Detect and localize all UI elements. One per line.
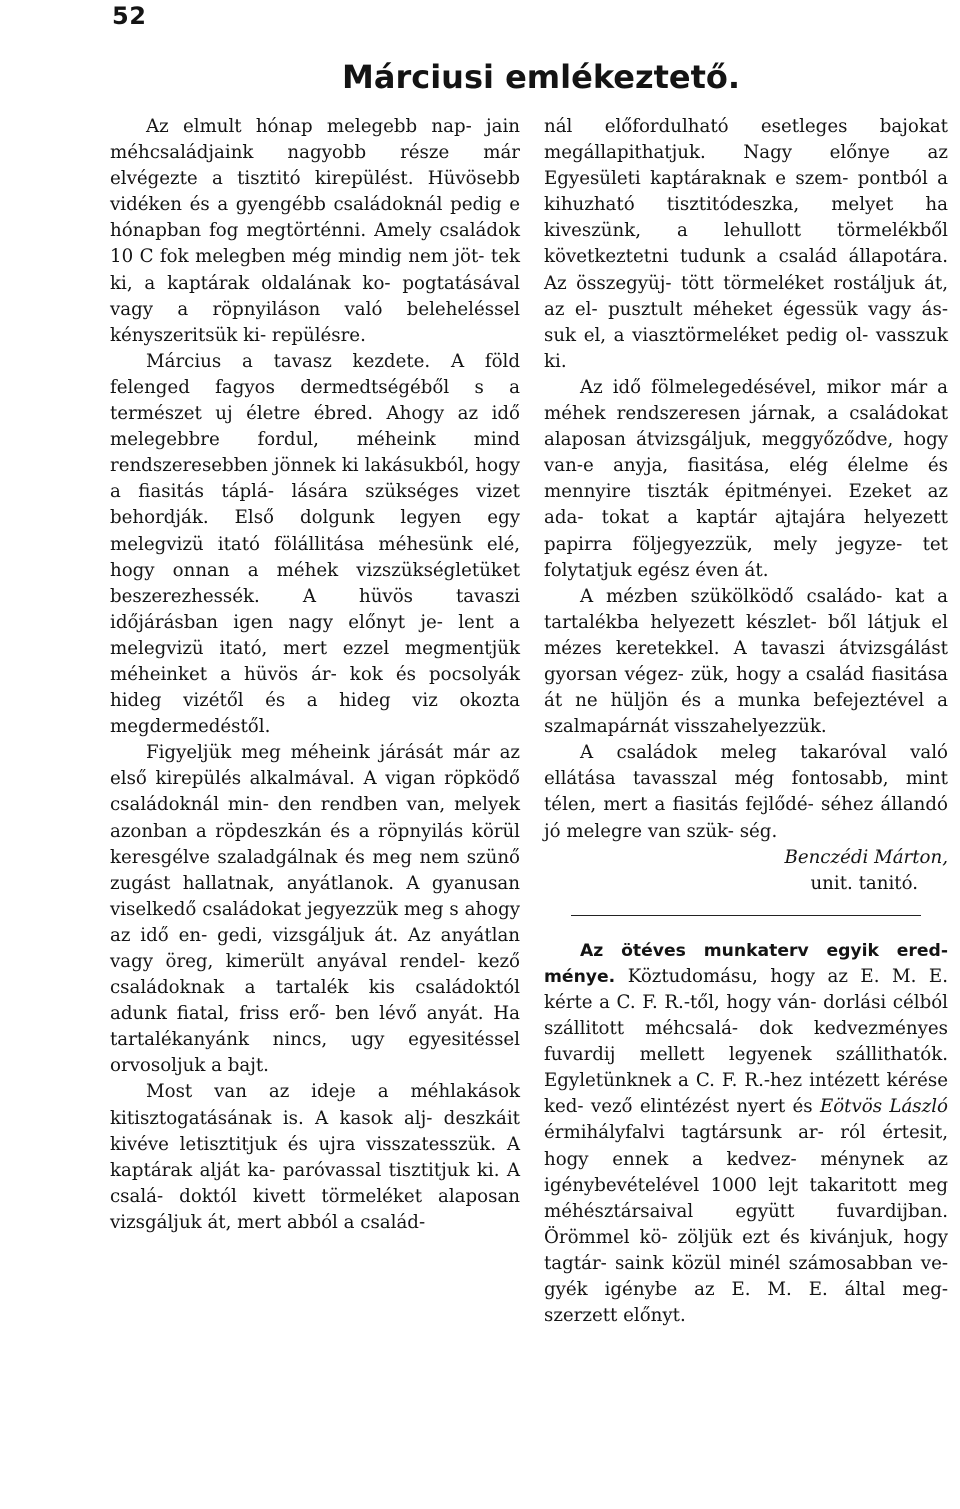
news-person-name: Eötvös László xyxy=(819,1096,948,1118)
author-role: unit. tanitó. xyxy=(810,872,918,894)
paragraph: nál előfordulható esetleges bajokat megállapithatjuk. Nagy előnye az Egyesületi kaptáraknak e szem- pontból a kihuzható tisztitódeszka, melyet ha kiveszünk, a lehullott törmelékből következtetni tudunk a család állapotára. Az összegyüj- tött törmeléket rostáljuk át, az el- pusztult méheket égessük vagy ás- suk el, a viasztörmeléket pedig ol- vasszuk ki. xyxy=(544,116,948,372)
news-text: érmihályfalvi tagtársunk ar- ról értesit, hogy ennek a kedvez- ménynek az igénybevételével 1000 lejt takaritott meg méhésztársaival együtt fuvardijban. Örömmel kö- zöljük ezt és kivánjuk, hogy tagtár- saink közül minél számosabban ve- gyék igénybe az E. M. E. által meg- szerzett előnyt. xyxy=(544,1122,948,1327)
paragraph: Az elmult hónap melegebb nap- jain méhcsaládjaink nagyobb része már elvégezte a tisztitó kirepülést. Hüvösebb vidéken és a gyengébb családoknál pedig e hónapban fog megtörténni. Amely családok 10 C fok melegben még mindig nem jöt- tek ki, a kaptárak oldalának ko- pogtatásával vagy a röpnyiláson való beleheléssel kényszeritsük ki- repülésre. xyxy=(110,116,520,346)
news-paragraph xyxy=(544,938,948,1329)
left-column xyxy=(110,114,520,1236)
news-heading: Az ötéves munkaterv egyik ered- ménye. xyxy=(544,940,948,987)
paragraph: Március a tavasz kezdete. A föld felenged fagyos dermedtségéből s a természet uj életre ébred. Ahogy az idő melegebbre fordul, méheink mind rendszeresebben jönnek ki lakásukból, hogy a fiasitás táplá- lására szükséges vizet behordják. Első dolgunk legyen egy melegvizü itató fölállitása méhesünk elé, hogy onnan a méhek vizszükségletüket beszerezhessék. A hüvös tavaszi időjárásban igen nagy előnyt je- lent a melegvizü itató, mert ezzel megmentjük méheinket a hüvös ár- kok és pocsolyák hideg vizétől és a hideg viz okozta megdermedéstől. xyxy=(110,350,520,738)
news-text: Köztudomásu, hogy az E. M. E. kérte a C. F. R.-től, hogy ván- dorlási célból szállitott méhcsalá- dok kedvezményes fuvardij mellett legyenek szállithatók. Egyletünknek a C. F. R.-hez intézett kérése ked- vező elintézést nyert és xyxy=(544,965,948,1118)
paragraph: A mézben szükölködő családo- kat a tartalékba helyezett készlet- ből látjuk el mézes keretekkel. A tavaszi átvizsgálást gyorsan végez- zük, hogy a család fiasitása át ne hüljön és a munka befejeztével a szalmapárnát visszahelyezzük. xyxy=(544,585,948,738)
page-number: 52 xyxy=(112,2,147,30)
author-signature xyxy=(544,845,948,897)
right-column xyxy=(544,114,948,1329)
paragraph: A családok meleg takaróval való ellátása tavasszal még fontosabb, mint télen, mert a fiasitás fejlődé- séhez állandó jó melegre van szük- ség. xyxy=(544,742,948,842)
author-name: Benczédi Márton, xyxy=(784,846,948,868)
section-divider xyxy=(571,915,921,916)
paragraph: Most van az ideje a méhlakások kitisztogatásának is. A kasok alj- deszkáit kivéve letisztitjuk és ujra visszatesszük. A kaptárak alját ka- paróvassal tisztitjuk ki. A csalá- doktól kivett törmeléket alaposan vizsgáljuk át, mert abból a család- xyxy=(110,1081,520,1233)
paragraph: Az idő fölmelegedésével, mikor már a méhek rendszeresen járnak, a családokat alaposan átvizsgáljuk, meggyőződve, hogy van-e anyja, fiasitása, elég élelme és mennyire tiszták épitményei. Ezeket az ada- tokat a kaptár ajtajára helyezett papirra följegyezzük, mely jegyze- tet folytatjuk egész éven át. xyxy=(544,376,948,581)
paragraph: Figyeljük meg méheink járását már az első kirepülés alkalmával. A vigan röpködő családoknál min- den rendben van, melyek azonban a röpdeszkán és a röpnyilás körül keresgélve szaladgálnak és meg nem szünő zugást hallatnak, anyátlanok. A gyanusan viselkedő családokat jegyezzük meg s ahogy az idő en- gedi, vizsgáljuk át. Az anyátlan vagy öreg, kimerült anyával rendel- kező családoknak a tartalék kis családoktól adunk fiatal, friss erő- ben lévő anyát. Ha tartalékanyánk nincs, ugy egyesitéssel orvosoljuk a bajt. xyxy=(110,742,520,1077)
article-title: Márciusi emlékeztető. xyxy=(342,58,740,96)
